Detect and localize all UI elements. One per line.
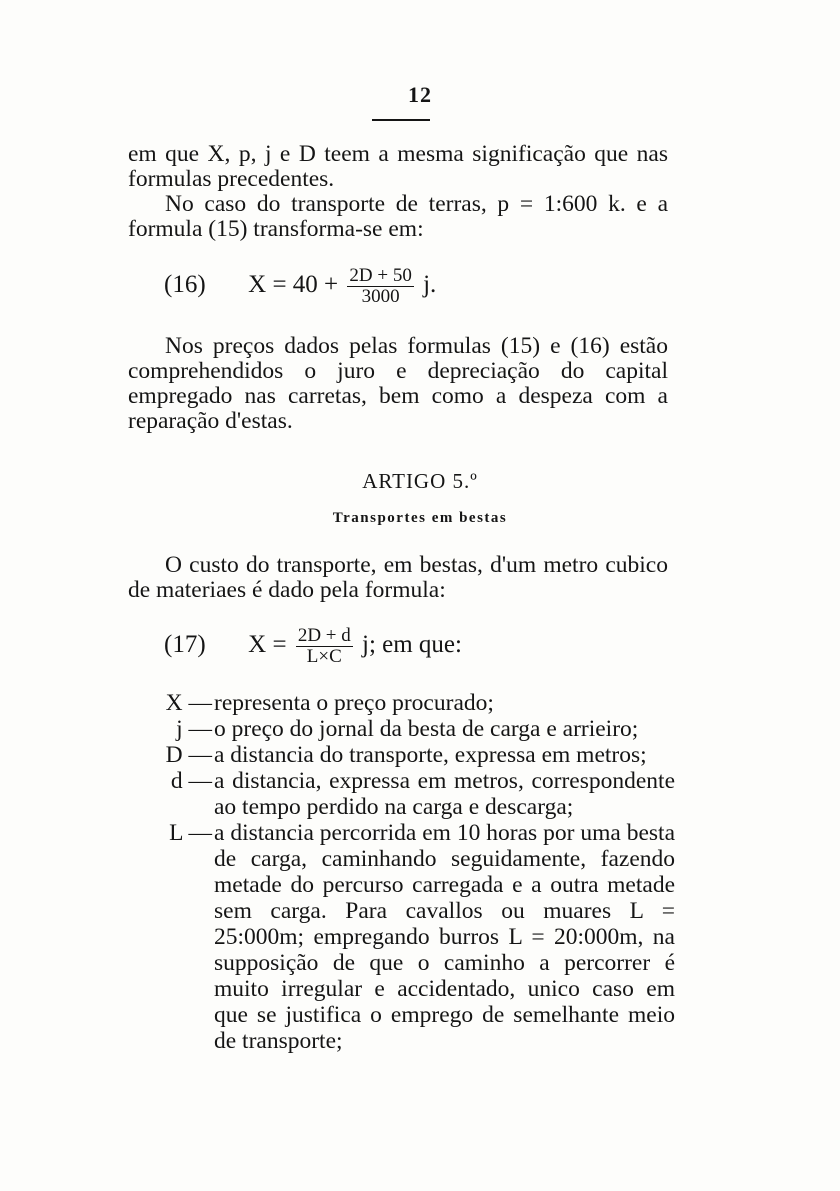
cost-paragraph: O custo do transporte, em bestas, d'um metro cubico de materiaes é dado pela formula: <box>128 552 668 603</box>
prices-paragraph: Nos preços dados pelas formulas (15) e (16) estão comprehendidos o juro e depreciação do capital empregado nas carretas, bem como a despeza com a reparação d'estas. <box>128 333 668 434</box>
page-number: 12 <box>408 82 432 107</box>
definition-term: D — <box>165 742 212 768</box>
definition-term: L — <box>169 820 212 846</box>
definition-term: d — <box>170 768 212 794</box>
page-number-rule <box>372 119 430 121</box>
definition-text: representa o preço procurado; <box>214 690 494 716</box>
definition-term: X — <box>165 690 212 716</box>
formula-16-numerator: 2D + 50 <box>349 265 412 286</box>
formula-17-fraction <box>296 626 353 667</box>
definition-text: a distancia percorrida em 10 horas por uma besta de carga, caminhando seguidamente, fazendo metade do percurso carregada e a outra metade sem carga. Para cavallos ou muares L = 25:000m; empregando burros L = 20:000m, na supposição de que o caminho a percorrer é muito irregular e accidentado, unico caso em que se justifica o emprego de semelhante meio de transporte; <box>214 820 675 1054</box>
definition-item <box>155 820 675 1054</box>
case-paragraph: No caso do transporte de terras, p = 1:600 k. e a formula (15) transforma-se em: <box>128 191 668 242</box>
formula-17-label: (17) <box>164 631 206 659</box>
definition-item <box>155 768 675 820</box>
formula-17 <box>164 626 462 667</box>
formula-16-lhs: X = 40 + <box>248 271 339 299</box>
formula-16-denominator: 3000 <box>347 286 413 307</box>
definition-text: a distancia, expressa em metros, correspondente ao tempo perdido na carga e descarga; <box>214 768 675 820</box>
section-subheading: Transportes em bestas <box>332 510 508 526</box>
definition-text: o preço do jornal da besta de carga e arrieiro; <box>214 716 639 742</box>
formula-16 <box>164 266 436 307</box>
definition-text: a distancia do transporte, expressa em metros; <box>214 742 647 768</box>
definition-item <box>155 716 675 742</box>
definition-term: j — <box>176 716 212 742</box>
section-heading: ARTIGO 5.º <box>362 469 478 493</box>
formula-16-label: (16) <box>164 271 206 299</box>
formula-17-lhs: X = <box>248 631 287 659</box>
definition-item <box>155 742 675 768</box>
intro-paragraph: em que X, p, j e D teem a mesma significação que nas formulas precedentes. <box>128 141 668 192</box>
formula-17-denominator: L×C <box>296 646 353 667</box>
formula-17-numerator: 2D + d <box>297 625 351 646</box>
formula-17-suffix: j; em que: <box>362 631 462 659</box>
definition-item <box>155 690 675 716</box>
formula-16-fraction <box>347 266 413 307</box>
formula-16-suffix: j. <box>423 271 437 299</box>
definitions-list <box>155 690 675 1054</box>
